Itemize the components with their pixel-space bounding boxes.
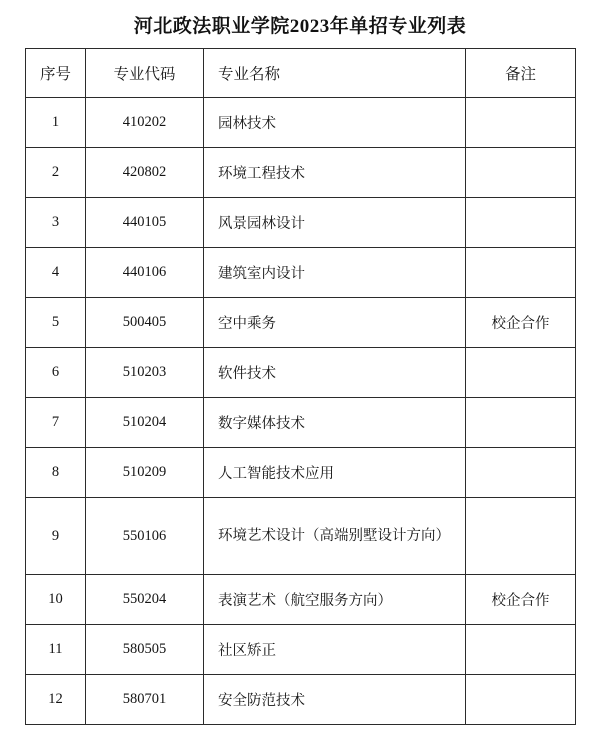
row-remark xyxy=(466,98,576,148)
row-remark xyxy=(466,675,576,725)
table-row xyxy=(26,625,576,675)
table-header-row xyxy=(26,49,576,98)
row-remark xyxy=(466,198,576,248)
column-header-name: 专业名称 xyxy=(204,49,466,98)
table-row xyxy=(26,398,576,448)
row-remark xyxy=(466,498,576,575)
row-remark: 校企合作 xyxy=(466,575,576,625)
row-remark: 校企合作 xyxy=(466,298,576,348)
row-no: 12 xyxy=(26,675,86,725)
table-row xyxy=(26,248,576,298)
row-name: 表演艺术（航空服务方向） xyxy=(204,575,466,625)
column-header-no: 序号 xyxy=(26,49,86,98)
column-header-remark: 备注 xyxy=(466,49,576,98)
page-title: 河北政法职业学院2023年单招专业列表 xyxy=(133,16,467,37)
row-code: 510209 xyxy=(86,448,204,498)
row-remark xyxy=(466,148,576,198)
table-row xyxy=(26,198,576,248)
table-row xyxy=(26,575,576,625)
row-name: 风景园林设计 xyxy=(204,198,466,248)
row-code: 580701 xyxy=(86,675,204,725)
row-code: 550106 xyxy=(86,498,204,575)
row-code: 420802 xyxy=(86,148,204,198)
row-remark xyxy=(466,448,576,498)
table-row xyxy=(26,448,576,498)
row-code: 580505 xyxy=(86,625,204,675)
row-name: 安全防范技术 xyxy=(204,675,466,725)
row-no: 2 xyxy=(26,148,86,198)
row-remark xyxy=(466,398,576,448)
row-code: 550204 xyxy=(86,575,204,625)
row-no: 8 xyxy=(26,448,86,498)
row-remark xyxy=(466,625,576,675)
row-remark xyxy=(466,248,576,298)
table-row xyxy=(26,348,576,398)
row-name: 园林技术 xyxy=(204,98,466,148)
table-row xyxy=(26,498,576,575)
row-remark xyxy=(466,348,576,398)
major-list-table xyxy=(25,48,576,725)
row-name: 空中乘务 xyxy=(204,298,466,348)
row-no: 11 xyxy=(26,625,86,675)
row-no: 4 xyxy=(26,248,86,298)
row-code: 510203 xyxy=(86,348,204,398)
row-no: 7 xyxy=(26,398,86,448)
row-name: 数字媒体技术 xyxy=(204,398,466,448)
row-code: 410202 xyxy=(86,98,204,148)
table-row xyxy=(26,675,576,725)
table-container xyxy=(0,48,600,725)
row-no: 3 xyxy=(26,198,86,248)
table-row xyxy=(26,148,576,198)
row-name-text: 环境艺术设计（高端别墅设计方向） xyxy=(218,527,450,544)
table-row xyxy=(26,98,576,148)
row-name xyxy=(204,498,466,575)
row-no: 1 xyxy=(26,98,86,148)
row-name: 建筑室内设计 xyxy=(204,248,466,298)
row-code: 500405 xyxy=(86,298,204,348)
page-bottom-spacer xyxy=(0,725,600,739)
column-header-code: 专业代码 xyxy=(86,49,204,98)
row-name: 软件技术 xyxy=(204,348,466,398)
row-name: 人工智能技术应用 xyxy=(204,448,466,498)
row-code: 440105 xyxy=(86,198,204,248)
table-row xyxy=(26,298,576,348)
row-code: 440106 xyxy=(86,248,204,298)
row-name: 社区矫正 xyxy=(204,625,466,675)
row-name: 环境工程技术 xyxy=(204,148,466,198)
row-no: 5 xyxy=(26,298,86,348)
row-no: 6 xyxy=(26,348,86,398)
row-no: 10 xyxy=(26,575,86,625)
row-code: 510204 xyxy=(86,398,204,448)
row-no: 9 xyxy=(26,498,86,575)
